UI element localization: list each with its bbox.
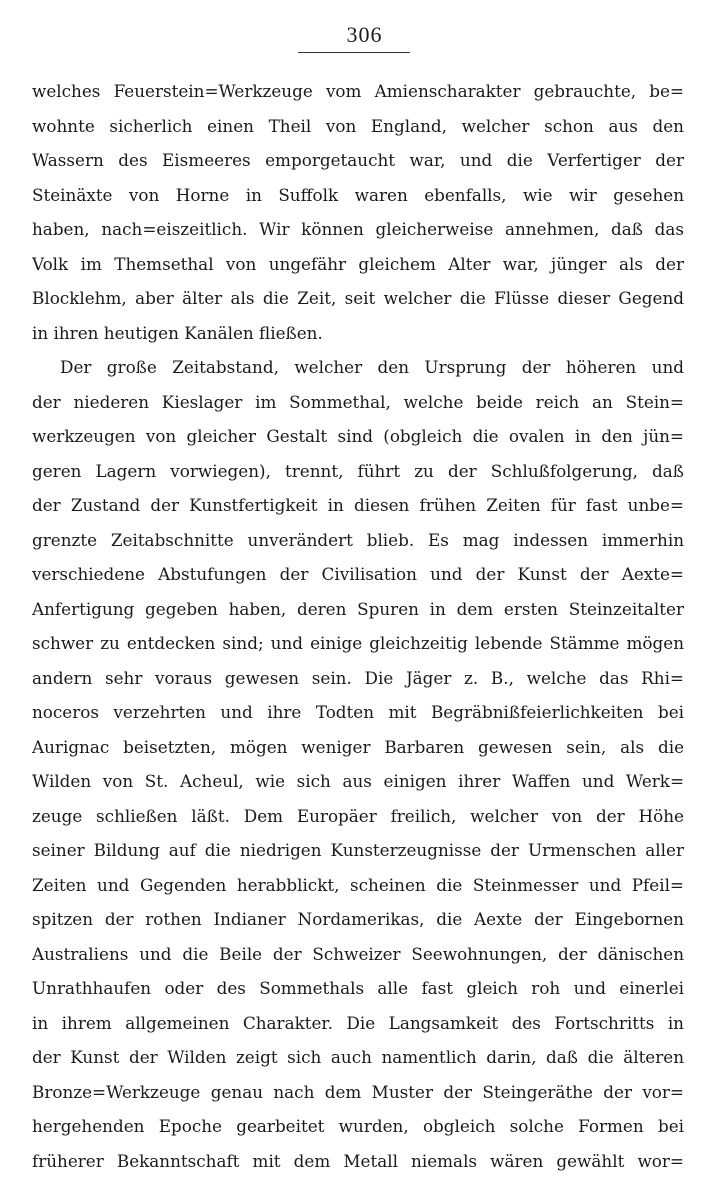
text-line: haben, nach=eiszeitlich. Wir können gleicherweise annehmen, daß das [32,219,684,239]
text-line: Aurignac beisetzten, mögen weniger Barbaren gewesen sein, als die [32,736,684,757]
text-line: Steinäxte von Horne in Suffolk waren ebenfalls, wie wir gesehen [32,184,684,205]
text-line: in ihren heutigen Kanälen fließen. [32,322,323,343]
text-line: der Kunst der Wilden zeigt sich auch namentlich darin, daß die älteren [32,1047,684,1067]
text-line: verschiedene Abstufungen der Civilisation und der Kunst der Aexte= [32,564,684,584]
header-rule [298,52,410,53]
text-line: Blocklehm, aber älter als die Zeit, seit welcher die Flüsse dieser Gegend [32,288,684,308]
text-line: spitzen der rothen Indianer Nordamerikas, die Aexte der Eingebornen [32,909,684,929]
text-line: Volk im Themsethal von ungefähr gleichem Alter war, jünger als der [32,253,684,274]
text-line: Unrathhaufen oder des Sommethals alle fast gleich roh und einerlei [32,978,684,998]
page-header [0,22,713,48]
text-line: Zeiten und Gegenden herabblickt, scheinen die Steinmesser und Pfeil= [32,874,684,895]
text-line: früherer Bekanntschaft mit dem Metall niemals wären gewählt wor= [32,1150,684,1171]
text-line: in ihrem allgemeinen Charakter. Die Langsamkeit des Fortschritts in [32,1012,684,1033]
text-line: der Zustand der Kunstfertigkeit in diesen frühen Zeiten für fast unbe= [32,495,684,515]
text-line: welches Feuerstein=Werkzeuge vom Amienscharakter gebrauchte, be= [32,81,684,101]
text-line: geren Lagern vorwiegen), trennt, führt zu der Schlußfolgerung, daß [32,460,684,481]
text-line: Wilden von St. Acheul, wie sich aus einigen ihrer Waffen und Werk= [32,771,684,791]
text-line: seiner Bildung auf die niedrigen Kunsterzeugnisse der Urmenschen aller [32,840,684,860]
text-line: schwer zu entdecken sind; und einige gleichzeitig lebende Stämme mögen [32,633,684,653]
text-line: Bronze=Werkzeuge genau nach dem Muster der Steingeräthe der vor= [32,1081,684,1102]
text-line: Australiens und die Beile der Schweizer Seewohnungen, der dänischen [32,943,684,964]
page-number: 306 [346,22,383,47]
text-line: werkzeugen von gleicher Gestalt sind (obgleich die ovalen in den jün= [32,426,684,446]
text-line: hergehenden Epoche gearbeitet wurden, obgleich solche Formen bei [32,1116,684,1136]
text-line: Anfertigung gegeben haben, deren Spuren in dem ersten Steinzeitalter [32,598,684,619]
body-text [32,74,684,1178]
text-line: der niederen Kieslager im Sommethal, welche beide reich an Stein= [32,391,684,412]
text-line: zeuge schließen läßt. Dem Europäer freilich, welcher von der Höhe [32,805,684,826]
text-line: andern sehr voraus gewesen sein. Die Jäger z. B., welche das Rhi= [32,667,684,688]
text-line: noceros verzehrten und ihre Todten mit Begräbnißfeierlichkeiten bei [32,702,684,722]
text-line: Wassern des Eismeeres emporgetaucht war, und die Verfertiger der [32,150,684,170]
text-line: Der große Zeitabstand, welcher den Ursprung der höheren und [60,357,684,377]
text-line: wohnte sicherlich einen Theil von England, welcher schon aus den [32,115,684,136]
text-line: grenzte Zeitabschnitte unverändert blieb. Es mag indessen immerhin [32,529,684,550]
